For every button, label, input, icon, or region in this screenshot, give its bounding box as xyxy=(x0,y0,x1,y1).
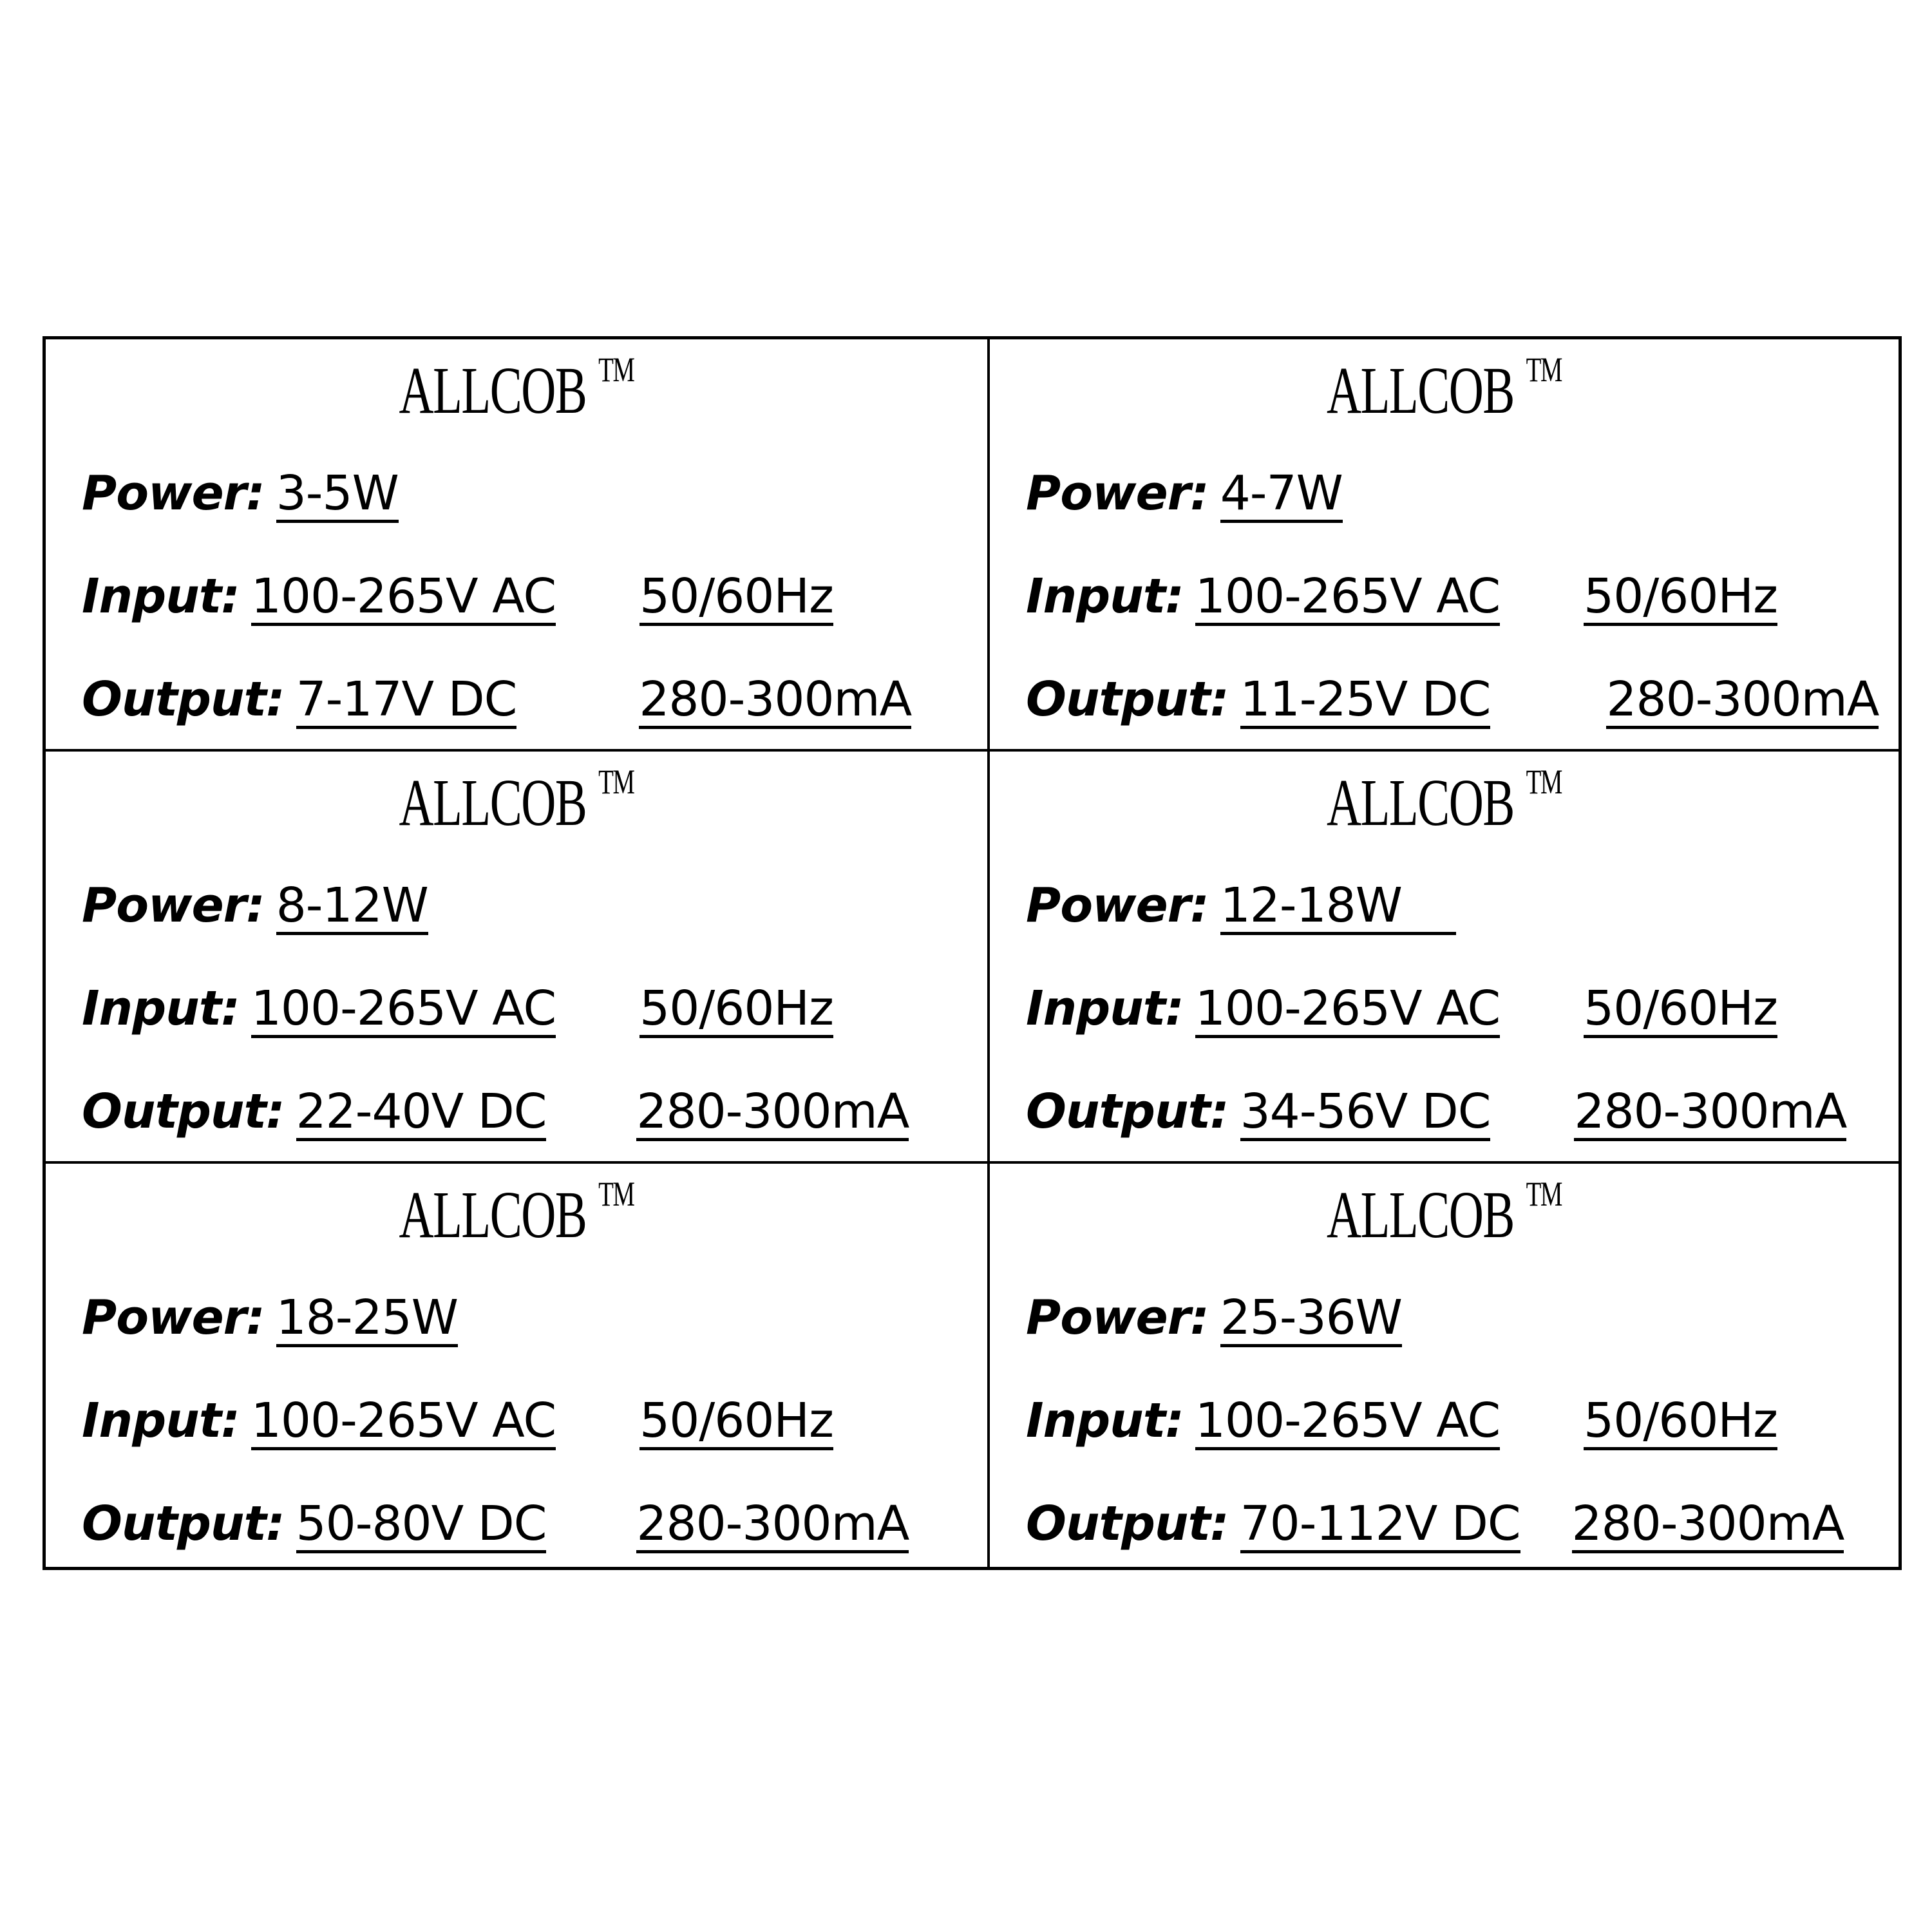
output-voltage-value: 7-17V DC xyxy=(296,676,517,729)
spec-card xyxy=(990,1164,1899,1567)
power-row xyxy=(82,1290,458,1347)
output-label: Output: xyxy=(1026,1084,1229,1139)
brand-name: ALLCOB xyxy=(1326,354,1514,428)
input-label: Input: xyxy=(1026,1393,1184,1448)
power-label: Power: xyxy=(82,1290,265,1345)
power-label: Power: xyxy=(1026,466,1209,521)
output-row xyxy=(82,1496,909,1553)
brand-title xyxy=(178,1175,856,1252)
input-row xyxy=(1026,569,1777,626)
output-current-value: 280-300mA xyxy=(1606,676,1879,729)
power-row xyxy=(1026,878,1456,935)
power-value: 12-18W xyxy=(1220,882,1456,935)
output-label: Output: xyxy=(1026,672,1229,727)
spec-card xyxy=(46,1164,990,1567)
output-current-value: 280-300mA xyxy=(1574,1088,1846,1141)
trademark-symbol: TM xyxy=(598,762,634,801)
brand-title xyxy=(1117,762,1772,840)
output-voltage-value: 22-40V DC xyxy=(296,1088,547,1141)
input-label: Input: xyxy=(1026,981,1184,1036)
power-row xyxy=(82,878,428,935)
input-frequency-value: 50/60Hz xyxy=(1584,1397,1777,1450)
power-row xyxy=(1026,1290,1402,1347)
input-voltage-value: 100-265V AC xyxy=(251,1397,556,1450)
input-frequency-value: 50/60Hz xyxy=(639,573,833,626)
output-label: Output: xyxy=(82,1084,285,1139)
output-label: Output: xyxy=(82,672,285,727)
power-label: Power: xyxy=(82,878,265,933)
trademark-symbol: TM xyxy=(598,1175,634,1213)
trademark-symbol: TM xyxy=(1526,1175,1562,1213)
brand-title xyxy=(1117,1175,1772,1252)
power-value: 18-25W xyxy=(276,1294,458,1347)
input-label: Input: xyxy=(82,569,240,624)
input-frequency-value: 50/60Hz xyxy=(1584,573,1777,626)
spec-card xyxy=(46,339,990,752)
input-label: Input: xyxy=(82,1393,240,1448)
input-frequency-value: 50/60Hz xyxy=(639,1397,833,1450)
output-current-value: 280-300mA xyxy=(639,676,911,729)
input-row xyxy=(1026,981,1777,1038)
input-row xyxy=(1026,1393,1777,1450)
power-value: 3-5W xyxy=(276,469,399,523)
input-voltage-value: 100-265V AC xyxy=(1195,1397,1500,1450)
power-row xyxy=(82,466,399,523)
brand-name: ALLCOB xyxy=(1326,766,1514,840)
trademark-symbol: TM xyxy=(598,350,634,389)
input-label: Input: xyxy=(1026,569,1184,624)
output-voltage-value: 11-25V DC xyxy=(1240,676,1491,729)
brand-name: ALLCOB xyxy=(399,766,587,840)
spec-card xyxy=(46,752,990,1164)
input-row xyxy=(82,1393,833,1450)
input-label: Input: xyxy=(82,981,240,1036)
power-row xyxy=(1026,466,1343,523)
brand-name: ALLCOB xyxy=(1326,1178,1514,1252)
input-frequency-value: 50/60Hz xyxy=(639,985,833,1038)
brand-name: ALLCOB xyxy=(399,354,587,428)
output-row xyxy=(1026,1084,1847,1141)
brand-title xyxy=(178,762,856,840)
input-row xyxy=(82,569,833,626)
brand-title xyxy=(178,350,856,428)
power-value: 25-36W xyxy=(1220,1294,1402,1347)
trademark-symbol: TM xyxy=(1526,350,1562,389)
output-voltage-value: 70-112V DC xyxy=(1240,1500,1520,1553)
input-voltage-value: 100-265V AC xyxy=(251,985,556,1038)
input-frequency-value: 50/60Hz xyxy=(1584,985,1777,1038)
trademark-symbol: TM xyxy=(1526,762,1562,801)
output-row xyxy=(1026,672,1879,729)
output-label: Output: xyxy=(82,1496,285,1551)
power-label: Power: xyxy=(82,466,265,521)
input-voltage-value: 100-265V AC xyxy=(1195,573,1500,626)
output-label: Output: xyxy=(1026,1496,1229,1551)
brand-name: ALLCOB xyxy=(399,1178,587,1252)
output-voltage-value: 34-56V DC xyxy=(1240,1088,1491,1141)
brand-title xyxy=(1117,350,1772,428)
output-row xyxy=(1026,1496,1844,1553)
output-current-value: 280-300mA xyxy=(1572,1500,1844,1553)
output-row xyxy=(82,672,912,729)
input-row xyxy=(82,981,833,1038)
output-current-value: 280-300mA xyxy=(636,1088,909,1141)
output-voltage-value: 50-80V DC xyxy=(296,1500,547,1553)
power-value: 4-7W xyxy=(1220,469,1343,523)
power-label: Power: xyxy=(1026,1290,1209,1345)
power-value: 8-12W xyxy=(276,882,428,935)
input-voltage-value: 100-265V AC xyxy=(1195,985,1500,1038)
spec-card xyxy=(990,339,1899,752)
power-label: Power: xyxy=(1026,878,1209,933)
spec-card xyxy=(990,752,1899,1164)
output-row xyxy=(82,1084,909,1141)
input-voltage-value: 100-265V AC xyxy=(251,573,556,626)
spec-grid xyxy=(43,336,1902,1570)
output-current-value: 280-300mA xyxy=(636,1500,909,1553)
